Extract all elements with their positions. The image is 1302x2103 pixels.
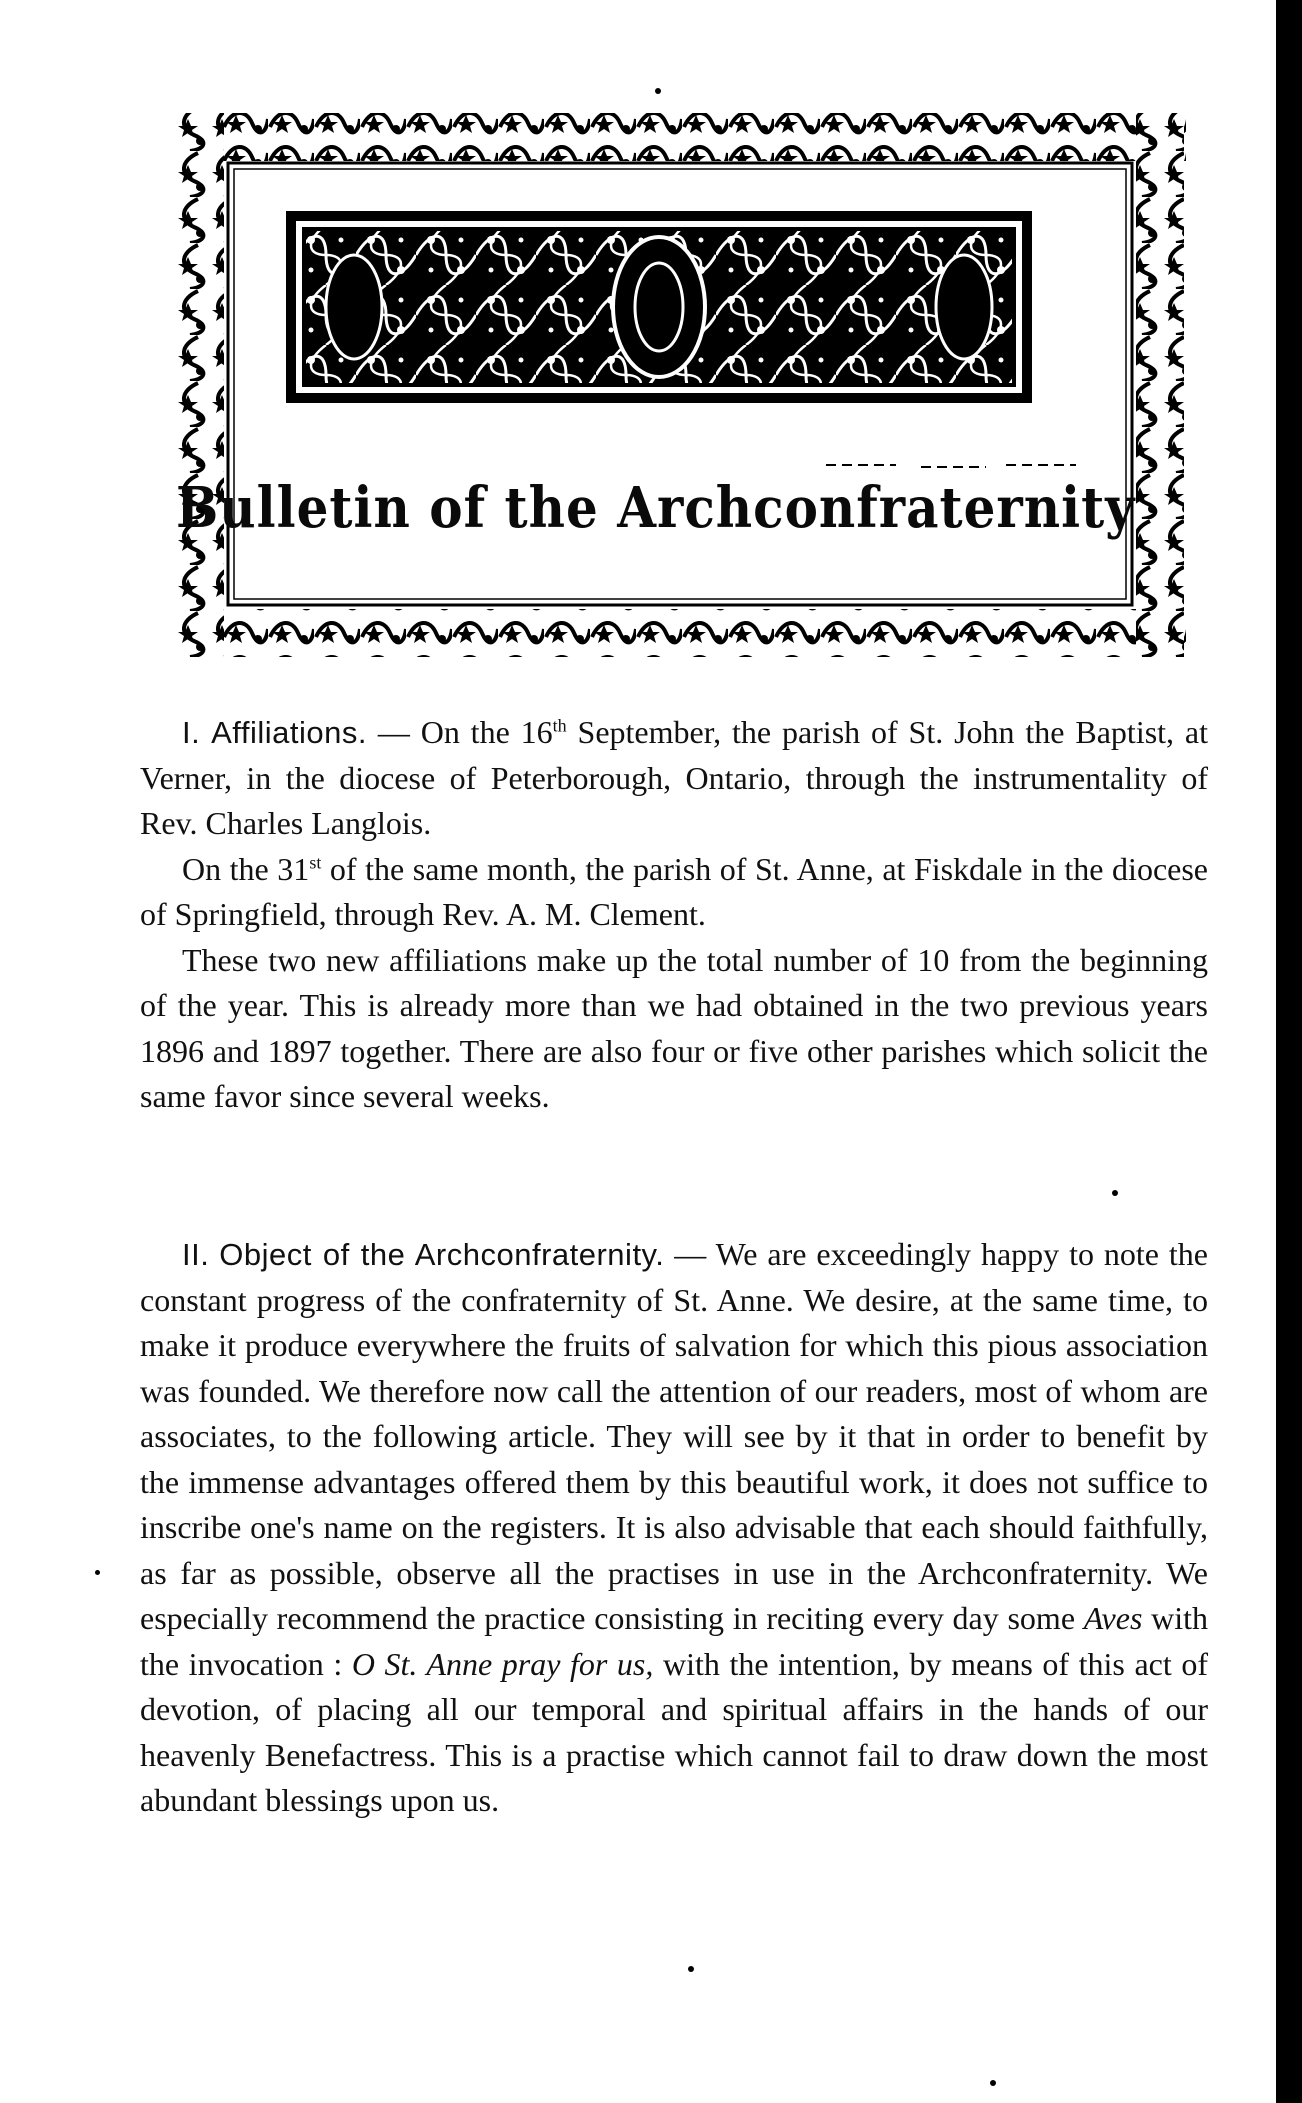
ordinal-suffix: th: [552, 715, 567, 736]
paragraph-text: September, the parish of St. John the Baptist, at Verner, in the diocese of Peterborough, Ontario, through the instrumentality of Rev. Charles Langlois.: [140, 714, 1209, 841]
print-speck: [95, 1570, 100, 1575]
paragraph-text: of the same month, the parish of St. Anne, at Fiskdale in the diocese of Springfield, through Rev. A. M. Clement.: [140, 850, 1209, 932]
em-dash: —: [664, 1236, 716, 1272]
paragraph: These two new affiliations make up the total number of 10 from the beginning of the year. This is already more than we had obtained in the two previous years 1896 and 1897 together. There are also four or five other parishes which solicit the same favor since several weeks.: [140, 941, 1208, 1114]
paragraph-text: We are exceedingly happy to note the constant progress of the confraternity of St. Anne. We desire, at the same time, to make it produce everywhere the fruits of salvation for which this pious association was founded. We therefore now call the attention of our readers, most of whom are associates, to the following article. They will see by it that in order to benefit by the immense advantages offered them by this beautiful work, it does not suffice to inscribe one's name on the registers. It is also advisable that each should faithfully, as far as possible, observe all the practises in use in the Archconfraternity. We especially recommend the practice consisting in reciting every day some: [140, 1236, 1209, 1636]
floral-border-ornament: [176, 105, 1186, 665]
paragraph: [140, 1232, 1208, 1824]
ordinal-suffix: st: [309, 851, 322, 872]
paragraph-text: On the 16: [420, 714, 553, 750]
paragraph: [140, 847, 1208, 938]
print-speck: [655, 88, 661, 94]
print-speck: [1112, 1190, 1118, 1196]
page-edge-bar: [1276, 0, 1302, 2103]
section-affiliations: [140, 710, 1208, 1120]
section-number: I.: [182, 715, 201, 750]
paragraph: [140, 710, 1208, 847]
page-title: Bulletin of the Archconfraternity: [176, 474, 1136, 541]
paragraph-text: with the invocation :: [140, 1600, 1209, 1682]
paragraph-text: with the intention, by means of this act of devotion, of placing all our temporal and spiritual affairs in the hands of our heavenly Benefactress. This is a practise which cannot fail to draw down the most abundant blessings upon us.: [140, 1645, 1209, 1818]
section-heading: Affiliations.: [211, 715, 367, 750]
print-speck: [688, 1966, 694, 1972]
section-number: II.: [182, 1237, 210, 1272]
print-speck: [990, 2080, 996, 2086]
section-object: [140, 1232, 1208, 1824]
em-dash: —: [366, 714, 421, 750]
italic-invocation: O St. Anne pray for us,: [351, 1645, 654, 1682]
paragraph-text: On the 31: [182, 850, 310, 887]
italic-aves: Aves: [1083, 1600, 1143, 1636]
section-heading: Object of the Archconfraternity.: [219, 1237, 665, 1272]
